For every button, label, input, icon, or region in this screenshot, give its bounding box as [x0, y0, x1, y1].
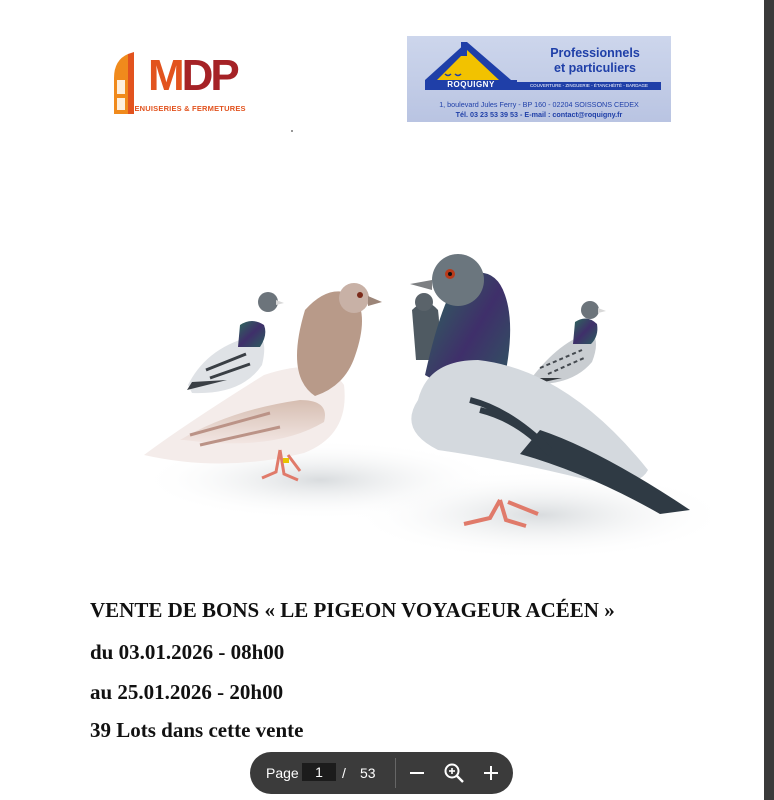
mdp-tagline: MENUISERIES & FERMETURES: [128, 104, 246, 113]
mdp-logo: [112, 50, 272, 118]
page-toolbar: [250, 752, 513, 794]
roquigny-headline: Professionnels et particuliers: [550, 46, 640, 75]
roquigny-brand: ROQUIGNY: [425, 80, 517, 90]
sale-title: VENTE DE BONS « LE PIGEON VOYAGEUR ACÉEN »: [90, 598, 615, 622]
sale-end-date: au 25.01.2026 - 20h00: [90, 680, 284, 704]
page-number-input[interactable]: [302, 763, 336, 781]
toolbar-divider: [395, 758, 396, 788]
page-separator: /: [342, 765, 346, 781]
roquigny-contact: Tél. 03 23 53 39 53 - E-mail : contact@roquigny.fr: [455, 110, 623, 119]
sale-start-date: du 03.01.2026 - 08h00: [90, 640, 285, 664]
page-label: Page: [266, 765, 299, 781]
roquigny-services: COUVERTURE - ZINGUERIE - ÉTANCHÉITÉ - BARDAGE: [517, 82, 661, 90]
zoom-icon[interactable]: [442, 761, 466, 785]
lot-count: 39 Lots dans cette vente: [90, 718, 304, 742]
roquigny-ad: [407, 36, 671, 122]
roquigny-address: 1, boulevard Jules Ferry - BP 160 - 02204 SOISSONS CEDEX: [439, 100, 639, 109]
pigeon-small-right: [526, 301, 606, 386]
pigeons-photo: [120, 250, 710, 570]
viewer-scroll-edge: [764, 0, 774, 800]
mdp-wordmark: MDP: [148, 51, 237, 100]
stray-dot: [291, 130, 293, 132]
total-pages: 53: [360, 765, 376, 781]
plus-icon[interactable]: [479, 761, 503, 785]
minus-icon[interactable]: [405, 761, 429, 785]
